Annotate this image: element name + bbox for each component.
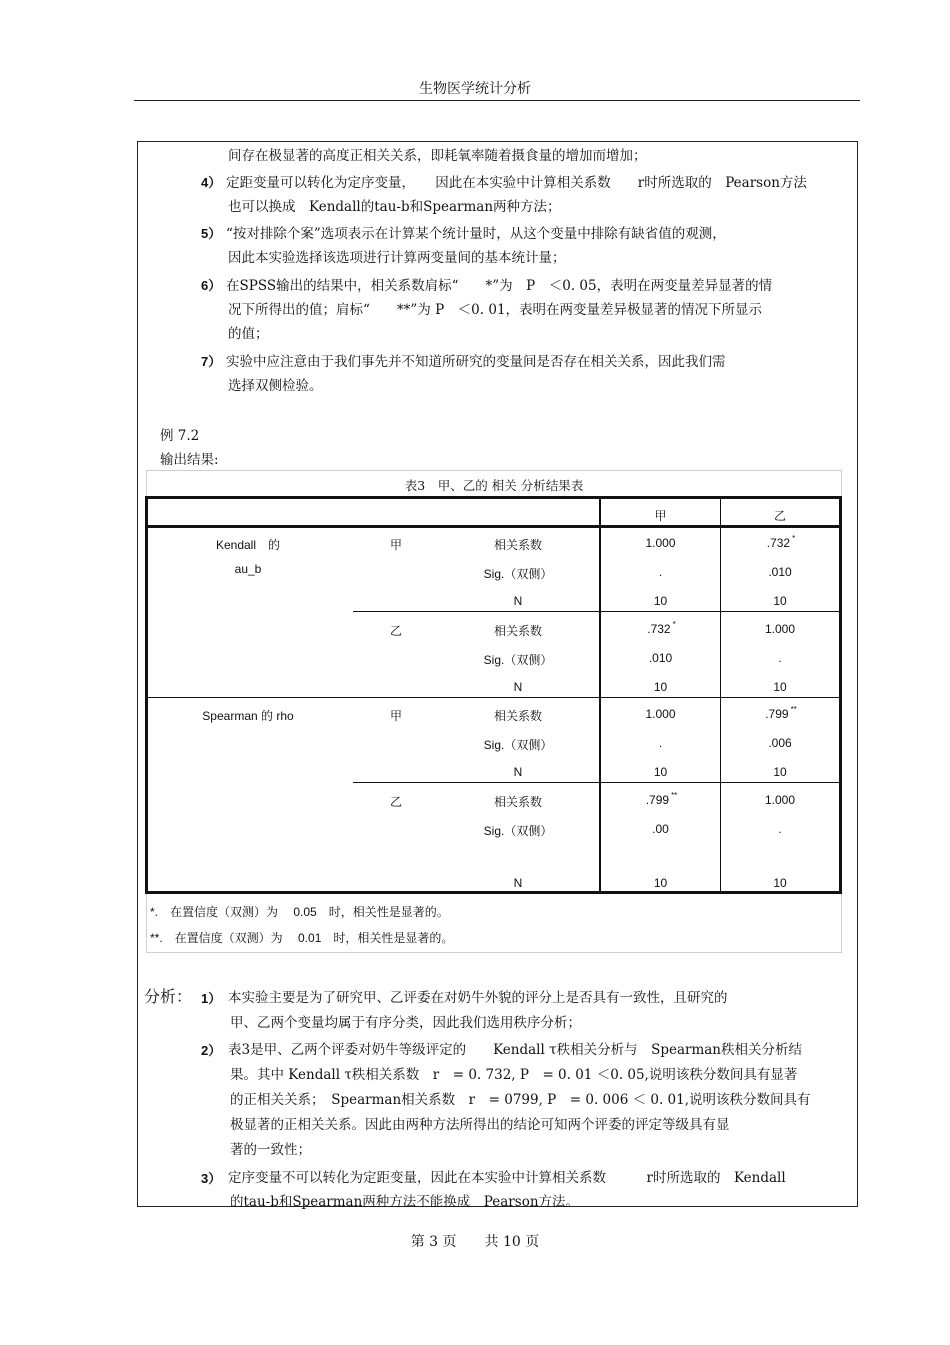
- item-text: 的正相关关系； Spearman相关系数 r = 0799, P = 0. 006 ＜ 0. 01,说明该秩分数间具有: [230, 1092, 811, 1108]
- page-header-title: 生物医学统计分析: [419, 81, 531, 97]
- stat-label: Sig.（双侧）: [483, 824, 553, 838]
- col-header-jia: 甲: [654, 509, 667, 523]
- value-cell: .010: [768, 565, 792, 579]
- value-cell: .00: [652, 822, 669, 836]
- item-text: 著的一致性；: [230, 1142, 311, 1158]
- item-text: 极显著的正相关关系。因此由两种方法所得出的结论可知两个评委的评定等级具有显: [230, 1117, 730, 1133]
- value-cell: 10: [773, 680, 787, 694]
- significance-mark: *: [672, 620, 676, 629]
- value-cell: .006: [768, 736, 792, 750]
- value-cell: 10: [653, 680, 668, 694]
- value-cell: [721, 536, 839, 550]
- value-cell: 10: [653, 876, 668, 890]
- stat-label: N: [513, 680, 523, 694]
- table-caption: 表3 甲、乙的 相关 分析结果表: [404, 478, 584, 493]
- value-text: 1.000: [764, 622, 796, 636]
- value-cell: 10: [653, 594, 668, 608]
- value-cell: .: [778, 651, 782, 665]
- value-text: .732: [766, 536, 791, 550]
- header-rule: [134, 100, 860, 101]
- page-footer: 第 3 页 共 10 页: [410, 1234, 540, 1250]
- value-text: .732: [647, 622, 671, 636]
- item-number: 4）: [201, 175, 222, 190]
- significance-mark: **: [671, 791, 678, 800]
- col-header-yi: 乙: [773, 509, 786, 523]
- item-number: 1）: [201, 991, 222, 1006]
- correlation-table: [145, 496, 842, 894]
- value-cell: [721, 707, 839, 721]
- stat-label: 相关系数: [493, 538, 542, 552]
- item-text: 定序变量不可以转化为定距变量，因此在本实验中计算相关系数 r时所选取的 Kendall: [228, 1170, 786, 1186]
- stat-label: Sig.（双侧）: [483, 738, 553, 752]
- analysis-label: 分析：: [144, 987, 193, 1006]
- value-cell: [721, 622, 839, 636]
- value-cell: .: [658, 736, 663, 750]
- var-divider: [353, 611, 839, 612]
- value-cell: [601, 622, 720, 636]
- item-text: 选择双侧检验。: [228, 378, 323, 394]
- item-text: 甲、乙两个变量均属于有序分类，因此我们选用秩序分析；: [230, 1015, 581, 1031]
- item-number: 5）: [201, 226, 222, 241]
- method-label: Kendall 的: [215, 538, 281, 552]
- item-text: 实验中应注意由于我们事先并不知道所研究的变量间是否存在相关关系，因此我们需: [226, 354, 726, 370]
- value-cell: 10: [773, 876, 787, 890]
- item-text: 的tau-b和Spearman两种方法不能换成 Pearson方法。: [230, 1194, 580, 1210]
- item-text: 表3是甲、乙两个评委对奶牛等级评定的 Kendall τ秩相关分析与 Spearman秩相关分析结: [228, 1042, 803, 1058]
- item-text: 的值；: [228, 326, 269, 342]
- var-label: 乙: [390, 624, 403, 638]
- value-cell: 10: [653, 765, 668, 779]
- item-text: 果。其中 Kendall τ秩相关系数 r = 0. 732, P = 0. 01 ＜0. 05,说明该秩分数间具有显著: [230, 1067, 798, 1083]
- item-text: 也可以换成 Kendall的tau-b和Spearman两种方法；: [228, 199, 561, 215]
- value-cell: .: [658, 565, 663, 579]
- stat-label: 相关系数: [493, 624, 542, 638]
- group-divider: [148, 697, 839, 698]
- stat-label: N: [513, 876, 523, 890]
- value-cell: [601, 536, 720, 550]
- significance-mark: **: [790, 705, 797, 714]
- value-text: 1.000: [764, 793, 796, 807]
- item-number: 6）: [201, 278, 222, 293]
- stat-label: N: [513, 765, 523, 779]
- stat-label: Sig.（双侧）: [483, 653, 553, 667]
- output-label: 输出结果:: [160, 452, 219, 468]
- method-label: au_b: [234, 562, 262, 576]
- table-footnote: **. 在置信度（双测）为 0.01 时，相关性是显著的。: [150, 931, 454, 945]
- value-cell: 10: [773, 765, 787, 779]
- item-text: 因此本实验选择该选项进行计算两变量间的基本统计量；: [228, 250, 566, 266]
- value-text: .799: [765, 707, 789, 721]
- item-text: 定距变量可以转化为定序变量， 因此在本实验中计算相关系数 r时所选取的 Pearson方法: [226, 175, 807, 191]
- item-text: 本实验主要是为了研究甲、乙评委在对奶牛外貌的评分上是否具有一致性，且研究的: [228, 990, 728, 1006]
- significance-mark: *: [792, 534, 796, 543]
- value-cell: [601, 793, 720, 807]
- value-text: 1.000: [645, 707, 676, 721]
- value-text: .799: [645, 793, 670, 807]
- var-label: 乙: [390, 795, 403, 809]
- intro-line: 间存在极显著的高度正相关关系，即耗氧率随着摄食量的增加而增加；: [228, 148, 647, 164]
- value-text: 1.000: [645, 536, 676, 550]
- value-cell: .: [778, 822, 782, 836]
- value-cell: [721, 793, 839, 807]
- stat-label: N: [513, 594, 523, 608]
- var-label: 甲: [390, 538, 403, 552]
- stat-label: 相关系数: [493, 795, 542, 809]
- value-cell: 10: [773, 594, 787, 608]
- stat-label: 相关系数: [493, 709, 542, 723]
- table-footnote: *. 在置信度（双测）为 0.05 时，相关性是显著的。: [150, 905, 449, 919]
- stat-label: Sig.（双侧）: [483, 567, 553, 581]
- item-text: “按对排除个案”选项表示在计算某个统计量时，从这个变量中排除有缺省值的观测，: [226, 226, 726, 242]
- item-number: 7）: [201, 354, 222, 369]
- method-label: Spearman 的 rho: [202, 709, 294, 723]
- item-number: 3）: [201, 1171, 222, 1186]
- value-cell: .010: [648, 651, 673, 665]
- value-cell: [601, 707, 720, 721]
- example-label: 例 7.2: [160, 428, 200, 444]
- item-text: 况下所得出的值；肩标“ **”为 P ＜0. 01，表明在两变量差异极显著的情况下所显示: [228, 302, 763, 318]
- var-label: 甲: [390, 709, 403, 723]
- item-number: 2）: [201, 1043, 222, 1058]
- header-rule-line: [148, 525, 839, 528]
- item-text: 在SPSS输出的结果中，相关系数肩标“ *”为 P ＜0. 05，表明在两变量差异显著的情: [226, 278, 773, 294]
- var-divider: [353, 782, 839, 783]
